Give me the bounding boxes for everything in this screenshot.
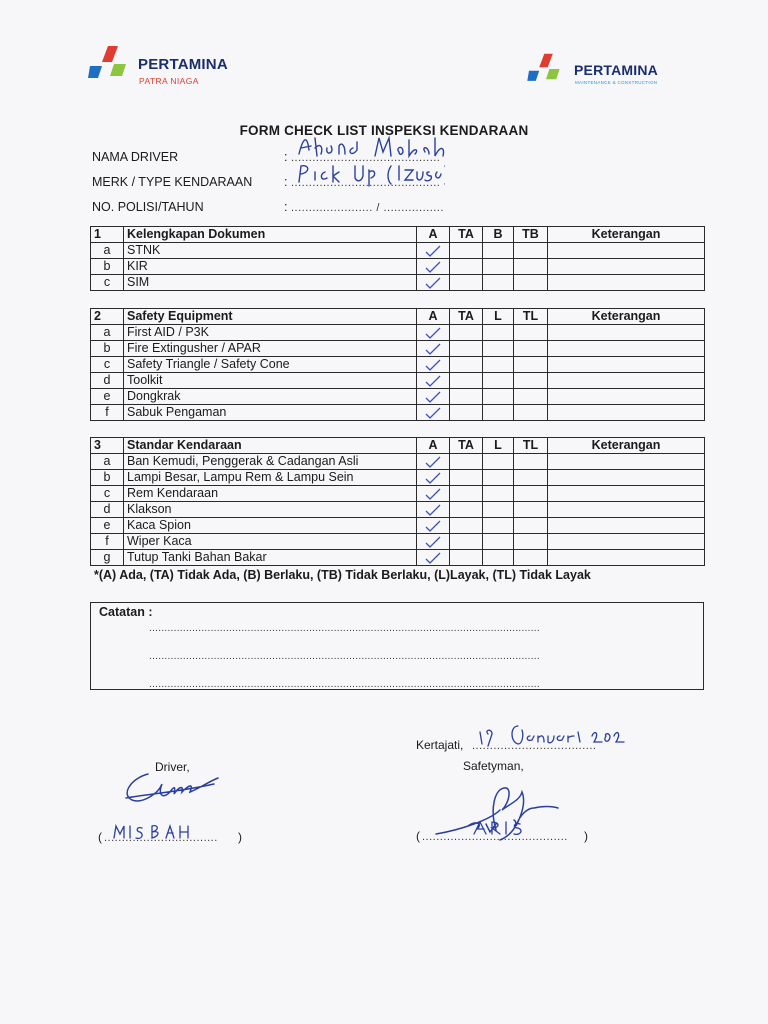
checkbox-a[interactable] <box>417 243 450 259</box>
table-row <box>91 405 705 421</box>
table-row <box>91 389 705 405</box>
section-2-table <box>90 308 705 421</box>
vehicle-type-field[interactable]: .......................................... <box>291 177 441 189</box>
col-header: TA <box>450 309 483 325</box>
checkbox-l[interactable] <box>483 518 514 534</box>
table-row <box>91 341 705 357</box>
checkbox-l[interactable] <box>483 405 514 421</box>
checkbox-l[interactable] <box>483 486 514 502</box>
table-row <box>91 243 705 259</box>
checkmark-icon <box>425 391 441 403</box>
checkbox-ta[interactable] <box>450 486 483 502</box>
checkbox-tl[interactable] <box>514 502 548 518</box>
safety-role-label: Safetyman, <box>463 759 524 773</box>
item-code: f <box>91 405 124 421</box>
checkmark-icon <box>425 520 441 532</box>
plate-year-label: NO. POLISI/TAHUN <box>92 200 204 214</box>
checkbox-tl[interactable] <box>514 486 548 502</box>
remarks-cell[interactable] <box>548 341 705 357</box>
form-title: FORM CHECK LIST INSPEKSI KENDARAAN <box>239 123 529 138</box>
section-3-table <box>90 437 705 566</box>
remarks-header: Keterangan <box>548 227 705 243</box>
checkbox-ta[interactable] <box>450 275 483 291</box>
remarks-cell[interactable] <box>548 325 705 341</box>
checkmark-icon <box>425 504 441 516</box>
checkmark-icon <box>425 456 441 468</box>
checkbox-tl[interactable] <box>514 470 548 486</box>
item-label: Sabuk Pengaman <box>124 405 417 421</box>
table-row <box>91 550 705 566</box>
remarks-cell[interactable] <box>548 454 705 470</box>
checkbox-tl[interactable] <box>514 373 548 389</box>
checkmark-icon <box>425 407 441 419</box>
safety-paren-close: ) <box>584 829 588 843</box>
item-code: c <box>91 275 124 291</box>
checkmark-icon <box>425 261 441 273</box>
checkbox-ta[interactable] <box>450 470 483 486</box>
checkbox-tl[interactable] <box>514 405 548 421</box>
remarks-header: Keterangan <box>548 309 705 325</box>
checkbox-ta[interactable] <box>450 518 483 534</box>
driver-paren-open: ( <box>98 830 102 844</box>
col-header: L <box>483 309 514 325</box>
driver-name-line[interactable]: ................................ <box>104 832 218 844</box>
logo-left-name: PERTAMINA <box>138 56 228 73</box>
checkbox-tl[interactable] <box>514 454 548 470</box>
checkbox-a[interactable] <box>417 454 450 470</box>
checkbox-l[interactable] <box>483 389 514 405</box>
checkbox-l[interactable] <box>483 470 514 486</box>
checkbox-ta[interactable] <box>450 325 483 341</box>
remarks-cell[interactable] <box>548 534 705 550</box>
checkbox-tb[interactable] <box>514 243 548 259</box>
checkbox-ta[interactable] <box>450 341 483 357</box>
item-code: f <box>91 534 124 550</box>
checkbox-a[interactable] <box>417 259 450 275</box>
checkmark-icon <box>425 375 441 387</box>
checkbox-ta[interactable] <box>450 389 483 405</box>
pertamina-mark-icon <box>526 52 566 86</box>
checkbox-a[interactable] <box>417 518 450 534</box>
col-header: TL <box>514 438 548 454</box>
item-label: Ban Kemudi, Penggerak & Cadangan Asli <box>124 454 417 470</box>
driver-role-label: Driver, <box>155 760 190 774</box>
item-label: Toolkit <box>124 373 417 389</box>
checkbox-ta[interactable] <box>450 550 483 566</box>
vehicle-type-label: MERK / TYPE KENDARAAN <box>92 175 253 189</box>
remarks-cell[interactable] <box>548 373 705 389</box>
legend-note: *(A) Ada, (TA) Tidak Ada, (B) Berlaku, (TB) Tidak Berlaku, (L)Layak, (TL) Tidak Layak <box>94 568 591 582</box>
item-code: e <box>91 518 124 534</box>
section-title: Standar Kendaraan <box>124 438 417 454</box>
checkbox-a[interactable] <box>417 470 450 486</box>
item-label: Kaca Spion <box>124 518 417 534</box>
date-field[interactable]: ................................... <box>472 740 597 752</box>
table-row <box>91 518 705 534</box>
section-number: 2 <box>91 309 124 325</box>
checkbox-ta[interactable] <box>450 502 483 518</box>
checkmark-icon <box>425 343 441 355</box>
checkbox-b[interactable] <box>483 259 514 275</box>
notes-label: Catatan : <box>99 605 153 619</box>
item-label: Tutup Tanki Bahan Bakar <box>124 550 417 566</box>
checkbox-tl[interactable] <box>514 518 548 534</box>
safety-paren-open: ( <box>416 829 420 843</box>
item-code: g <box>91 550 124 566</box>
checkbox-ta[interactable] <box>450 534 483 550</box>
remarks-cell[interactable] <box>548 550 705 566</box>
checkmark-icon <box>425 327 441 339</box>
item-label: Safety Triangle / Safety Cone <box>124 357 417 373</box>
col-header: TB <box>514 227 548 243</box>
date-handwriting <box>476 722 626 752</box>
item-code: c <box>91 486 124 502</box>
col-header: A <box>417 227 450 243</box>
checkbox-a[interactable] <box>417 341 450 357</box>
item-label: STNK <box>124 243 417 259</box>
driver-name-label: NAMA DRIVER <box>92 150 179 164</box>
checkbox-l[interactable] <box>483 502 514 518</box>
plate-year-field[interactable]: ....................... / ................. <box>291 202 444 214</box>
checkbox-l[interactable] <box>483 325 514 341</box>
notes-box <box>90 602 704 690</box>
item-label: Klakson <box>124 502 417 518</box>
remarks-cell[interactable] <box>548 275 705 291</box>
table-row <box>91 259 705 275</box>
checkbox-b[interactable] <box>483 275 514 291</box>
checkbox-tl[interactable] <box>514 389 548 405</box>
table-row <box>91 325 705 341</box>
checkbox-tl[interactable] <box>514 341 548 357</box>
checkbox-ta[interactable] <box>450 454 483 470</box>
logo-left-sub: PATRA NIAGA <box>139 76 199 86</box>
section-header-row <box>91 438 705 454</box>
remarks-header: Keterangan <box>548 438 705 454</box>
safety-name-handwriting <box>470 816 530 838</box>
section-title: Kelengkapan Dokumen <box>124 227 417 243</box>
table-row <box>91 357 705 373</box>
col-header: A <box>417 309 450 325</box>
checkbox-tb[interactable] <box>514 259 548 275</box>
item-code: b <box>91 470 124 486</box>
vehicle-type-colon: : <box>284 175 288 189</box>
checkbox-b[interactable] <box>483 243 514 259</box>
checkbox-a[interactable] <box>417 502 450 518</box>
remarks-cell[interactable] <box>548 502 705 518</box>
item-label: KIR <box>124 259 417 275</box>
checkbox-tl[interactable] <box>514 534 548 550</box>
checkbox-l[interactable] <box>483 534 514 550</box>
notes-line[interactable]: ............................................................................................................................... <box>149 623 540 634</box>
remarks-cell[interactable] <box>548 405 705 421</box>
checkbox-a[interactable] <box>417 550 450 566</box>
driver-name-handwriting <box>295 134 495 162</box>
section-1-table <box>90 226 705 291</box>
checkmark-icon <box>425 359 441 371</box>
place-label: Kertajati, <box>416 738 464 752</box>
checkbox-ta[interactable] <box>450 373 483 389</box>
checkbox-a[interactable] <box>417 534 450 550</box>
item-code: c <box>91 357 124 373</box>
checkmark-icon <box>425 552 441 564</box>
item-code: b <box>91 259 124 275</box>
pertamina-patra-niaga-logo <box>88 44 248 90</box>
driver-signature-image <box>118 764 222 808</box>
checkbox-tl[interactable] <box>514 325 548 341</box>
col-header: A <box>417 438 450 454</box>
item-label: Fire Extingusher / APAR <box>124 341 417 357</box>
item-code: a <box>91 454 124 470</box>
item-label: Rem Kendaraan <box>124 486 417 502</box>
checkmark-icon <box>425 536 441 548</box>
driver-paren-close: ) <box>238 830 242 844</box>
col-header: TA <box>450 227 483 243</box>
logo-right-sub: MAINTENANCE & CONSTRUCTION <box>575 80 658 85</box>
remarks-cell[interactable] <box>548 486 705 502</box>
item-label: Lampi Besar, Lampu Rem & Lampu Sein <box>124 470 417 486</box>
checkbox-ta[interactable] <box>450 259 483 275</box>
checkbox-ta[interactable] <box>450 243 483 259</box>
driver-name-colon: : <box>284 150 288 164</box>
checkbox-l[interactable] <box>483 454 514 470</box>
checkmark-icon <box>425 245 441 257</box>
checkbox-tb[interactable] <box>514 275 548 291</box>
checkbox-a[interactable] <box>417 405 450 421</box>
item-code: a <box>91 325 124 341</box>
item-code: b <box>91 341 124 357</box>
checkbox-l[interactable] <box>483 357 514 373</box>
col-header: B <box>483 227 514 243</box>
vehicle-type-handwriting <box>295 160 445 188</box>
remarks-cell[interactable] <box>548 357 705 373</box>
remarks-cell[interactable] <box>548 259 705 275</box>
col-header: TA <box>450 438 483 454</box>
col-header: TL <box>514 309 548 325</box>
item-code: d <box>91 502 124 518</box>
remarks-cell[interactable] <box>548 518 705 534</box>
pertamina-mark-icon <box>88 44 132 84</box>
checkbox-a[interactable] <box>417 486 450 502</box>
section-number: 1 <box>91 227 124 243</box>
section-header-row <box>91 227 705 243</box>
table-row <box>91 486 705 502</box>
pertamina-mc-logo <box>526 52 676 92</box>
checkbox-a[interactable] <box>417 389 450 405</box>
checkbox-tl[interactable] <box>514 357 548 373</box>
checkbox-a[interactable] <box>417 325 450 341</box>
checkbox-ta[interactable] <box>450 357 483 373</box>
section-header-row <box>91 309 705 325</box>
item-label: SIM <box>124 275 417 291</box>
remarks-cell[interactable] <box>548 470 705 486</box>
checkmark-icon <box>425 277 441 289</box>
remarks-cell[interactable] <box>548 389 705 405</box>
table-row <box>91 373 705 389</box>
table-row <box>91 454 705 470</box>
checkbox-a[interactable] <box>417 357 450 373</box>
item-label: Wiper Kaca <box>124 534 417 550</box>
section-number: 3 <box>91 438 124 454</box>
section-title: Safety Equipment <box>124 309 417 325</box>
table-row <box>91 275 705 291</box>
checkbox-tl[interactable] <box>514 550 548 566</box>
plate-year-colon: : <box>284 200 288 214</box>
item-code: e <box>91 389 124 405</box>
col-header: L <box>483 438 514 454</box>
driver-name-field[interactable]: .......................................... <box>291 152 441 164</box>
checkbox-a[interactable] <box>417 373 450 389</box>
item-code: d <box>91 373 124 389</box>
checkbox-l[interactable] <box>483 341 514 357</box>
table-row <box>91 502 705 518</box>
checkbox-l[interactable] <box>483 550 514 566</box>
item-label: Dongkrak <box>124 389 417 405</box>
checkmark-icon <box>425 488 441 500</box>
logo-right-name: PERTAMINA <box>574 62 658 78</box>
checkmark-icon <box>425 472 441 484</box>
checkbox-l[interactable] <box>483 373 514 389</box>
table-row <box>91 534 705 550</box>
checkbox-a[interactable] <box>417 275 450 291</box>
checkbox-ta[interactable] <box>450 405 483 421</box>
item-label: First AID / P3K <box>124 325 417 341</box>
item-code: a <box>91 243 124 259</box>
driver-name-handwriting <box>110 820 200 842</box>
notes-line[interactable]: ............................................................................................................................... <box>149 651 540 662</box>
safety-name-line[interactable]: ......................................... <box>422 831 568 843</box>
table-row <box>91 470 705 486</box>
remarks-cell[interactable] <box>548 243 705 259</box>
notes-line[interactable]: ............................................................................................................................... <box>149 679 540 690</box>
